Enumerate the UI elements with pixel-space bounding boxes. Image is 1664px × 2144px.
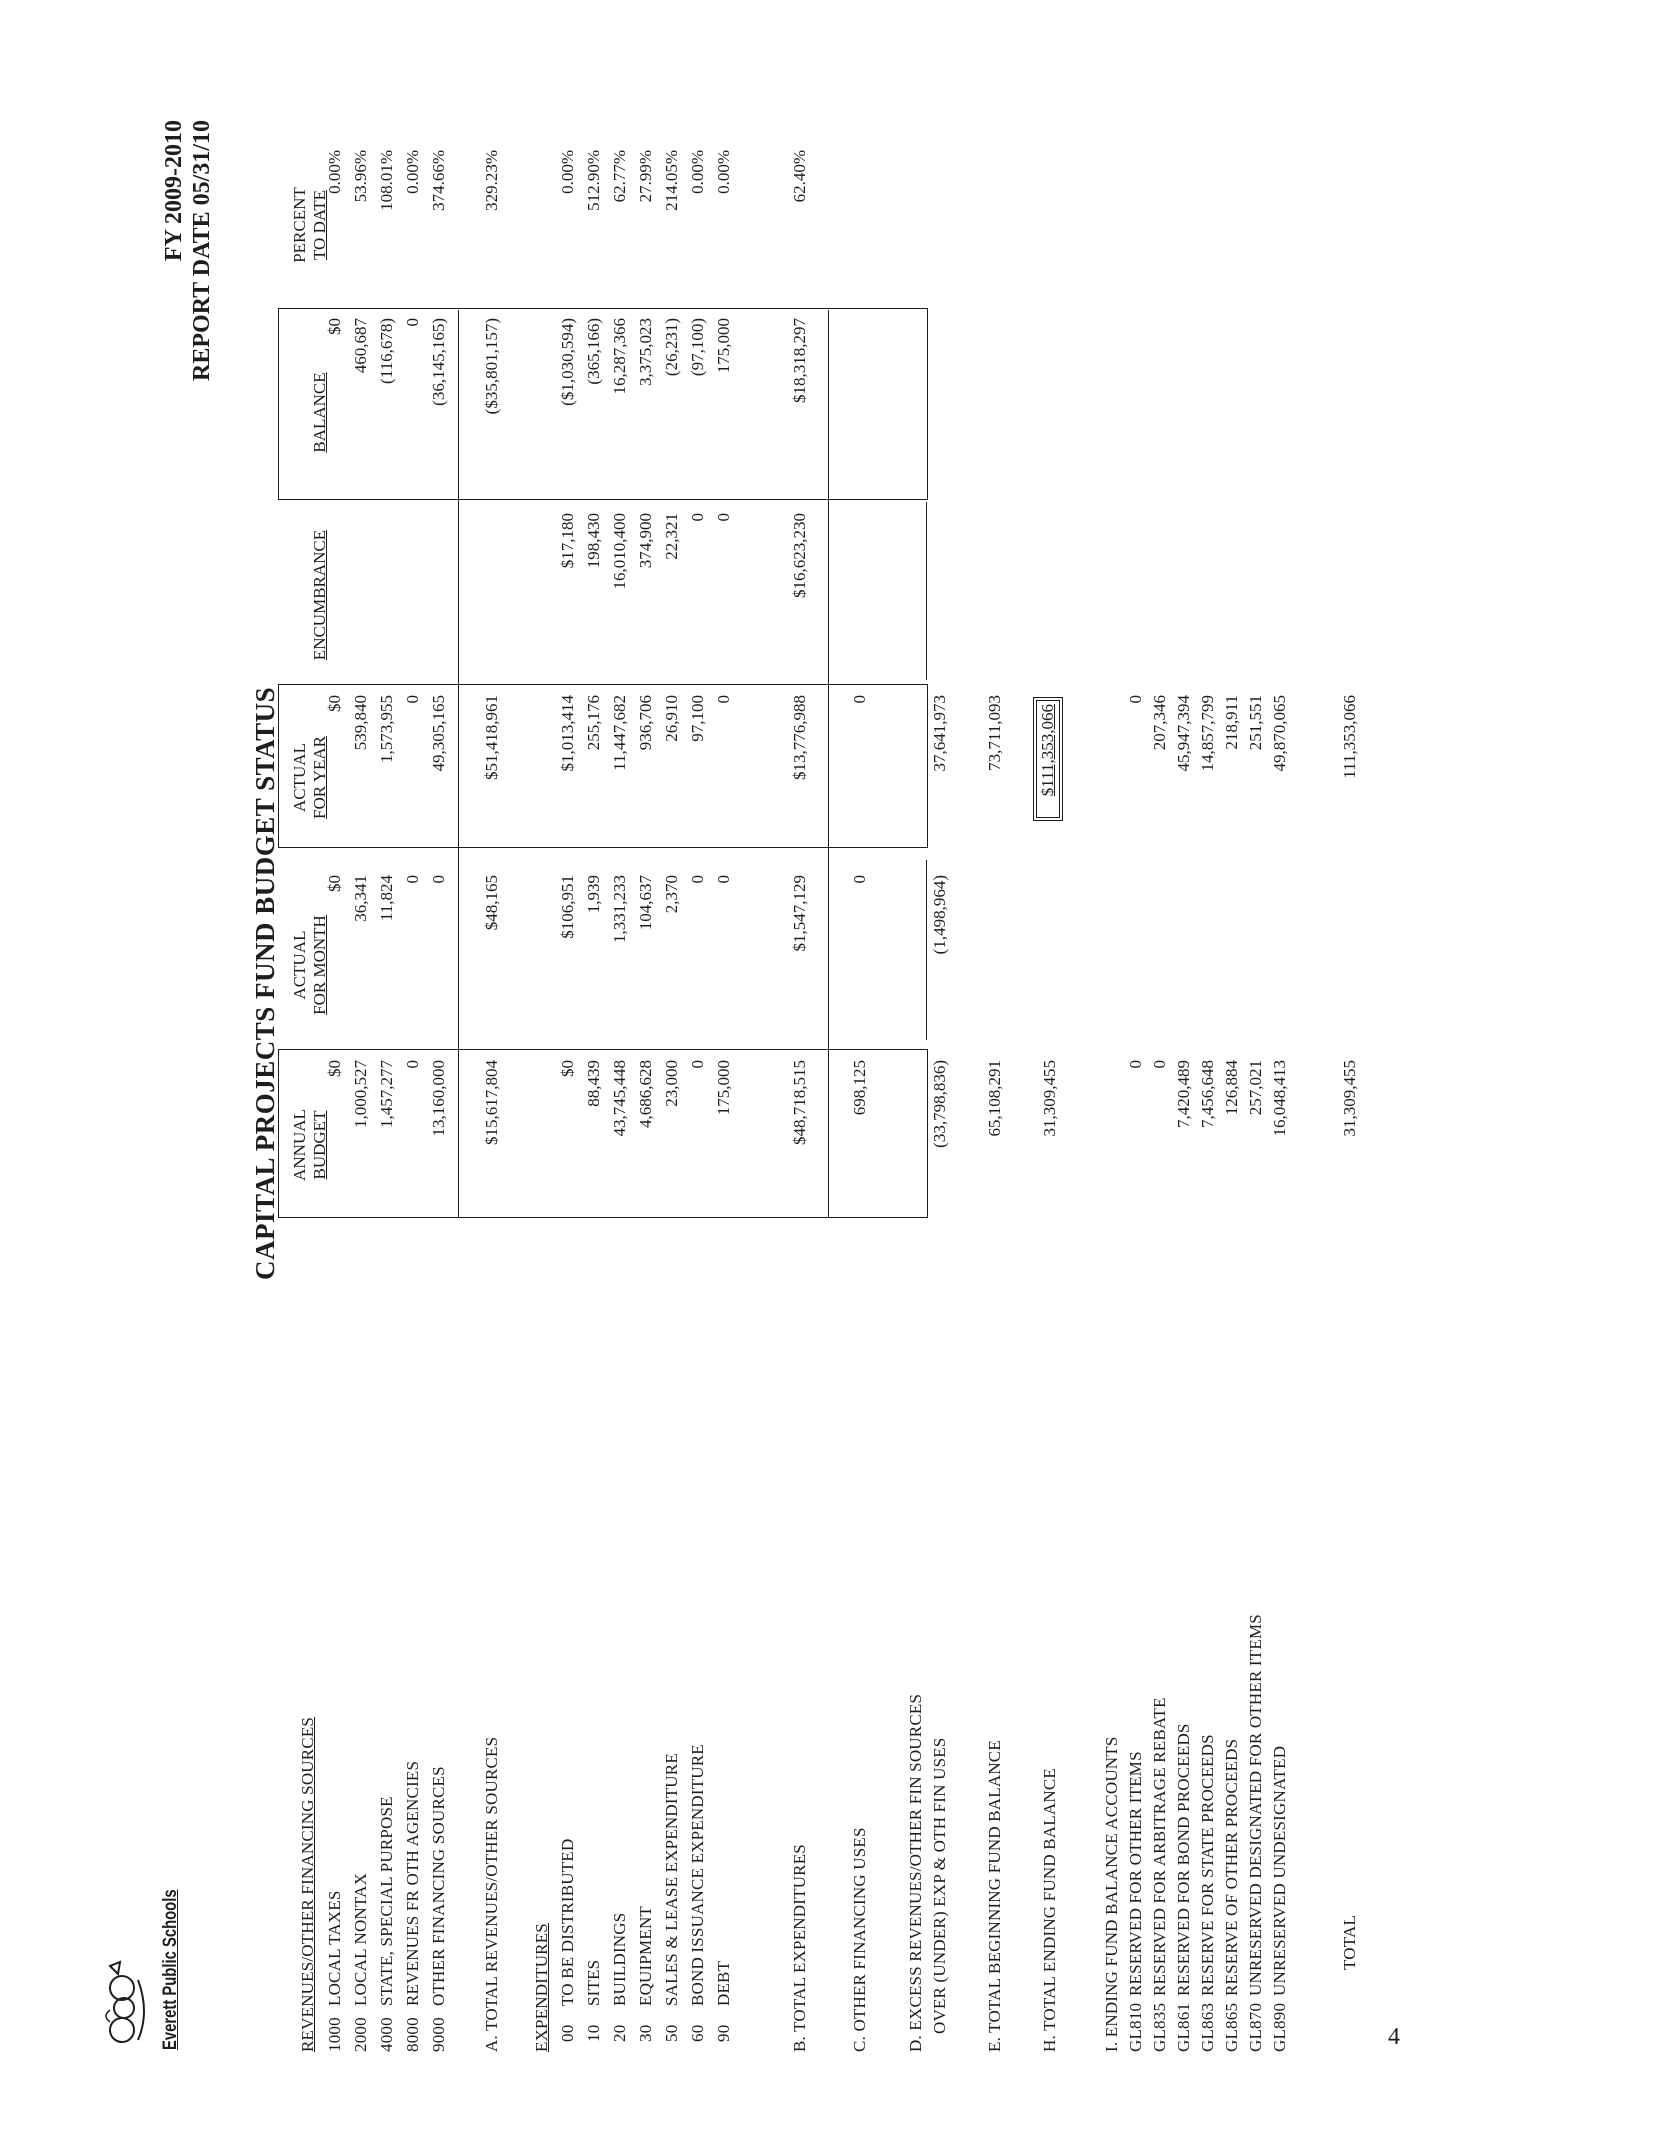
rotated-report-page	[100, 110, 1580, 2080]
budget-cell: 4,686,628	[636, 1060, 655, 1128]
district-logo-icon	[88, 1902, 168, 2052]
code-cell: GL861	[1174, 2002, 1193, 2052]
budget-cell: $0	[558, 1060, 577, 1077]
label-cell: STATE, SPECIAL PURPOSE	[377, 1796, 396, 2006]
year-cell: 45,947,394	[1174, 695, 1193, 772]
label-cell: B. TOTAL EXPENDITURES	[790, 1844, 809, 2052]
budget-cell: 88,439	[584, 1060, 603, 1107]
1-cell: BUDGET	[310, 1110, 329, 1180]
label-cell: LOCAL NONTAX	[351, 1872, 370, 2006]
code-cell: 9000	[429, 2017, 448, 2052]
year-cell: 73,711,093	[985, 695, 1004, 771]
month-cell: $106,951	[558, 875, 577, 939]
budget-cell: 7,420,489	[1174, 1060, 1193, 1128]
pct-cell: 0.00%	[688, 150, 707, 194]
page-number: 4	[1388, 2024, 1400, 2050]
label-cell: EQUIPMENT	[636, 1905, 655, 2006]
report-header-right	[160, 120, 216, 520]
budget-cell: 175,000	[714, 1060, 733, 1116]
budget-cell: 16,048,413	[1270, 1060, 1289, 1137]
ending-balance-boxed: $111,353,066	[1036, 700, 1060, 818]
balance-cell: ($35,801,157)	[482, 318, 501, 415]
balance-cell: (116,678)	[377, 318, 396, 384]
label-cell: SALES & LEASE EXPENDITURE	[662, 1753, 681, 2006]
enc-cell: $17,180	[558, 513, 577, 569]
budget-cell: 1,457,277	[377, 1060, 396, 1128]
budget-cell: 13,160,000	[429, 1060, 448, 1137]
budget-cell: 0	[688, 1060, 707, 1069]
month-cell: 0	[429, 875, 448, 884]
pct-cell: 53.96%	[351, 150, 370, 203]
label-cell: H. TOTAL ENDING FUND BALANCE	[1040, 1768, 1059, 2052]
year-cell: 0	[1126, 695, 1145, 704]
enc-cell: 374,900	[636, 513, 655, 569]
month-cell: $48,165	[482, 875, 501, 931]
month-cell: 0	[714, 875, 733, 884]
revenues-heading: REVENUES/OTHER FINANCING SOURCES	[298, 1716, 317, 2052]
budget-cell: 698,125	[850, 1060, 869, 1116]
year-cell: 49,870,065	[1270, 695, 1289, 772]
code-cell: 2000	[351, 2017, 370, 2052]
year-cell: 11,447,682	[610, 695, 629, 771]
expenditures-heading: EXPENDITURES	[532, 1923, 551, 2052]
pct-cell: 62.40%	[790, 150, 809, 203]
code-cell: GL810	[1126, 2002, 1145, 2052]
budget-cell: 31,309,455	[1040, 1060, 1059, 1137]
budget-cell: 31,309,455	[1340, 1060, 1359, 1137]
0-cell: ACTUAL	[290, 930, 309, 1000]
label-cell: RESERVE OF OTHER PROCEEDS	[1222, 1738, 1241, 1996]
balance-cell: $0	[325, 318, 344, 335]
label-cell: RESERVED FOR ARBITRAGE REBATE	[1150, 1697, 1169, 1996]
year-cell: 14,857,799	[1198, 695, 1217, 772]
balance-cell: 460,687	[351, 318, 370, 374]
budget-cell: 1,000,527	[351, 1060, 370, 1128]
enc-underline	[926, 502, 927, 680]
budget-cell: 257,021	[1246, 1060, 1265, 1116]
month-cell: 0	[850, 875, 869, 884]
label-cell: RESERVE FOR STATE PROCEEDS	[1198, 1734, 1217, 1996]
year-cell: 111,353,066	[1340, 695, 1359, 779]
col-header-encumbrance	[310, 505, 330, 685]
budget-cell: 43,745,448	[610, 1060, 629, 1137]
label-cell: RESERVED FOR OTHER ITEMS	[1126, 1751, 1145, 1996]
year-cell: 255,176	[584, 695, 603, 751]
balance-cell: (36,145,165)	[429, 318, 448, 406]
pct-cell: 0.00%	[714, 150, 733, 194]
label-cell: BOND ISSUANCE EXPENDITURE	[688, 1744, 707, 2006]
0-cell: PERCENT	[290, 187, 309, 263]
balance-cell: 16,287,366	[610, 318, 629, 395]
pct-cell: 0.00%	[558, 150, 577, 194]
year-cell: 37,641,973	[930, 695, 949, 772]
month-cell: $1,547,129	[790, 875, 809, 952]
pct-cell: 374.66%	[429, 150, 448, 211]
0-cell: ACTUAL	[290, 743, 309, 812]
year-cell: $0	[325, 695, 344, 712]
budget-cell: 126,884	[1222, 1060, 1241, 1116]
report-title: CAPITAL PROJECTS FUND BUDGET STATUS	[250, 686, 280, 1280]
pct-cell: 108.01%	[377, 150, 396, 211]
year-cell: 207,346	[1150, 695, 1169, 751]
0-cell: BALANCE	[310, 372, 329, 453]
month-cell: 36,341	[351, 875, 370, 922]
budget-cell: 0	[1126, 1060, 1145, 1069]
pct-cell: 62.77%	[610, 150, 629, 203]
year-cell: 1,573,955	[377, 695, 396, 763]
month-cell: 104,637	[636, 875, 655, 931]
code-cell: GL870	[1246, 2002, 1265, 2052]
col-header-month	[290, 880, 330, 1050]
enc-cell: 0	[714, 513, 733, 522]
label-cell: A. TOTAL REVENUES/OTHER SOURCES	[482, 1736, 501, 2052]
year-cell: 0	[714, 695, 733, 704]
year-cell: 936,706	[636, 695, 655, 751]
balance-cell: (365,166)	[584, 318, 603, 385]
label-cell: TO BE DISTRIBUTED	[558, 1838, 577, 2006]
budget-cell: 0	[1150, 1060, 1169, 1069]
month-cell: (1,498,964)	[930, 875, 949, 955]
balance-cell: (26,231)	[662, 318, 681, 377]
district-name: Everett Public Schools	[160, 1889, 181, 2050]
balance-cell: (97,100)	[688, 318, 707, 377]
year-cell: 0	[403, 695, 422, 704]
year-cell: 539,840	[351, 695, 370, 751]
code-cell: 8000	[403, 2017, 422, 2052]
year-cell: 26,910	[662, 695, 681, 742]
pct-cell: 0.00%	[325, 150, 344, 194]
code-cell: 1000	[325, 2017, 344, 2052]
budget-cell: 0	[403, 1060, 422, 1069]
label-cell: SITES	[584, 1959, 603, 2006]
enc-cell: 22,321	[662, 513, 681, 560]
code-cell: 4000	[377, 2017, 396, 2052]
year-cell: 218,911	[1222, 695, 1241, 750]
budget-cell: (33,798,836)	[930, 1060, 949, 1148]
month-underline	[926, 860, 927, 1040]
month-cell: 0	[403, 875, 422, 884]
1-cell: TO DATE	[310, 189, 329, 261]
1-cell: FOR YEAR	[310, 736, 329, 819]
label1-cell: D. EXCESS REVENUES/OTHER FIN SOURCES	[906, 1693, 925, 2052]
year-cell: 97,100	[688, 695, 707, 742]
month-cell: 1,939	[584, 875, 603, 914]
label-cell: RESERVED FOR BOND PROCEEDS	[1174, 1723, 1193, 1996]
enc-cell: $16,623,230	[790, 513, 809, 598]
exp-subtotal-line	[828, 310, 829, 1218]
month-cell: 1,331,233	[610, 875, 629, 943]
label-cell: UNRESERVED DESIGNATED FOR OTHER ITEMS	[1246, 1614, 1265, 1996]
report-date: REPORT DATE 05/31/10	[189, 120, 215, 381]
label2-cell: OVER (UNDER) EXP & OTH FIN USES	[930, 1737, 949, 2034]
label-cell: E. TOTAL BEGINNING FUND BALANCE	[985, 1740, 1004, 2052]
code-cell: GL863	[1198, 2002, 1217, 2052]
balance-cell: 3,375,023	[636, 318, 655, 386]
label-cell: LOCAL TAXES	[325, 1890, 344, 2006]
enc-cell: 198,430	[584, 513, 603, 569]
label-cell: UNRESERVED UNDESIGNATED	[1270, 1745, 1289, 1996]
pct-cell: 512.90%	[584, 150, 603, 211]
year-cell: $1,013,414	[558, 695, 577, 772]
code-cell: 50	[662, 2024, 681, 2042]
0-cell: ANNUAL	[290, 1109, 309, 1181]
month-cell: 11,824	[377, 875, 396, 922]
year-cell: 49,305,165	[429, 695, 448, 772]
0-cell: ENCUMBRANCE	[310, 529, 329, 661]
budget-cell: 7,456,648	[1198, 1060, 1217, 1128]
accounts-heading: I. ENDING FUND BALANCE ACCOUNTS	[1102, 1736, 1121, 2052]
month-cell: $0	[325, 875, 344, 892]
label-cell: TOTAL	[1340, 1914, 1359, 1970]
pct-cell: 329.23%	[482, 150, 501, 211]
budget-cell: 23,000	[662, 1060, 681, 1107]
budget-cell: 65,108,291	[985, 1060, 1004, 1137]
enc-cell: 16,010,400	[610, 513, 629, 590]
label-cell: OTHER FINANCING SOURCES	[429, 1766, 448, 2006]
label-cell: BUILDINGS	[610, 1912, 629, 2006]
fiscal-year: FY 2009-2010	[161, 120, 187, 262]
year-cell: 0	[850, 695, 869, 704]
month-cell: 2,370	[662, 875, 681, 914]
code-cell: 90	[714, 2024, 733, 2042]
code-cell: GL865	[1222, 2002, 1241, 2052]
code-cell: 10	[584, 2024, 603, 2042]
code-cell: 20	[610, 2024, 629, 2042]
col-header-percent	[290, 150, 330, 300]
code-cell: 60	[688, 2024, 707, 2042]
label-cell: DEBT	[714, 1960, 733, 2006]
code-cell: 30	[636, 2024, 655, 2042]
budget-cell: $0	[325, 1060, 344, 1077]
balance-cell: $18,318,297	[790, 318, 809, 403]
year-cell: $13,776,988	[790, 695, 809, 780]
enc-cell: 0	[688, 513, 707, 522]
label-cell: REVENUES FR OTH AGENCIES	[403, 1760, 422, 2006]
month-cell: 0	[688, 875, 707, 884]
year-cell: 251,551	[1246, 695, 1265, 751]
pct-cell: 214.05%	[662, 150, 681, 211]
balance-cell: ($1,030,594)	[558, 318, 577, 406]
year-cell: $51,418,961	[482, 695, 501, 780]
label-cell: C. OTHER FINANCING USES	[850, 1827, 869, 2052]
budget-cell: $48,718,515	[790, 1060, 809, 1145]
code-cell: 00	[558, 2024, 577, 2042]
budget-cell: $15,617,804	[482, 1060, 501, 1145]
rev-subtotal-line	[458, 310, 459, 1218]
pct-cell: 27.99%	[636, 150, 655, 203]
code-cell: GL890	[1270, 2002, 1289, 2052]
balance-cell: 0	[403, 318, 422, 327]
1-cell: FOR MONTH	[310, 915, 329, 1015]
balance-cell: 175,000	[714, 318, 733, 374]
pct-cell: 0.00%	[403, 150, 422, 194]
code-cell: GL835	[1150, 2002, 1169, 2052]
